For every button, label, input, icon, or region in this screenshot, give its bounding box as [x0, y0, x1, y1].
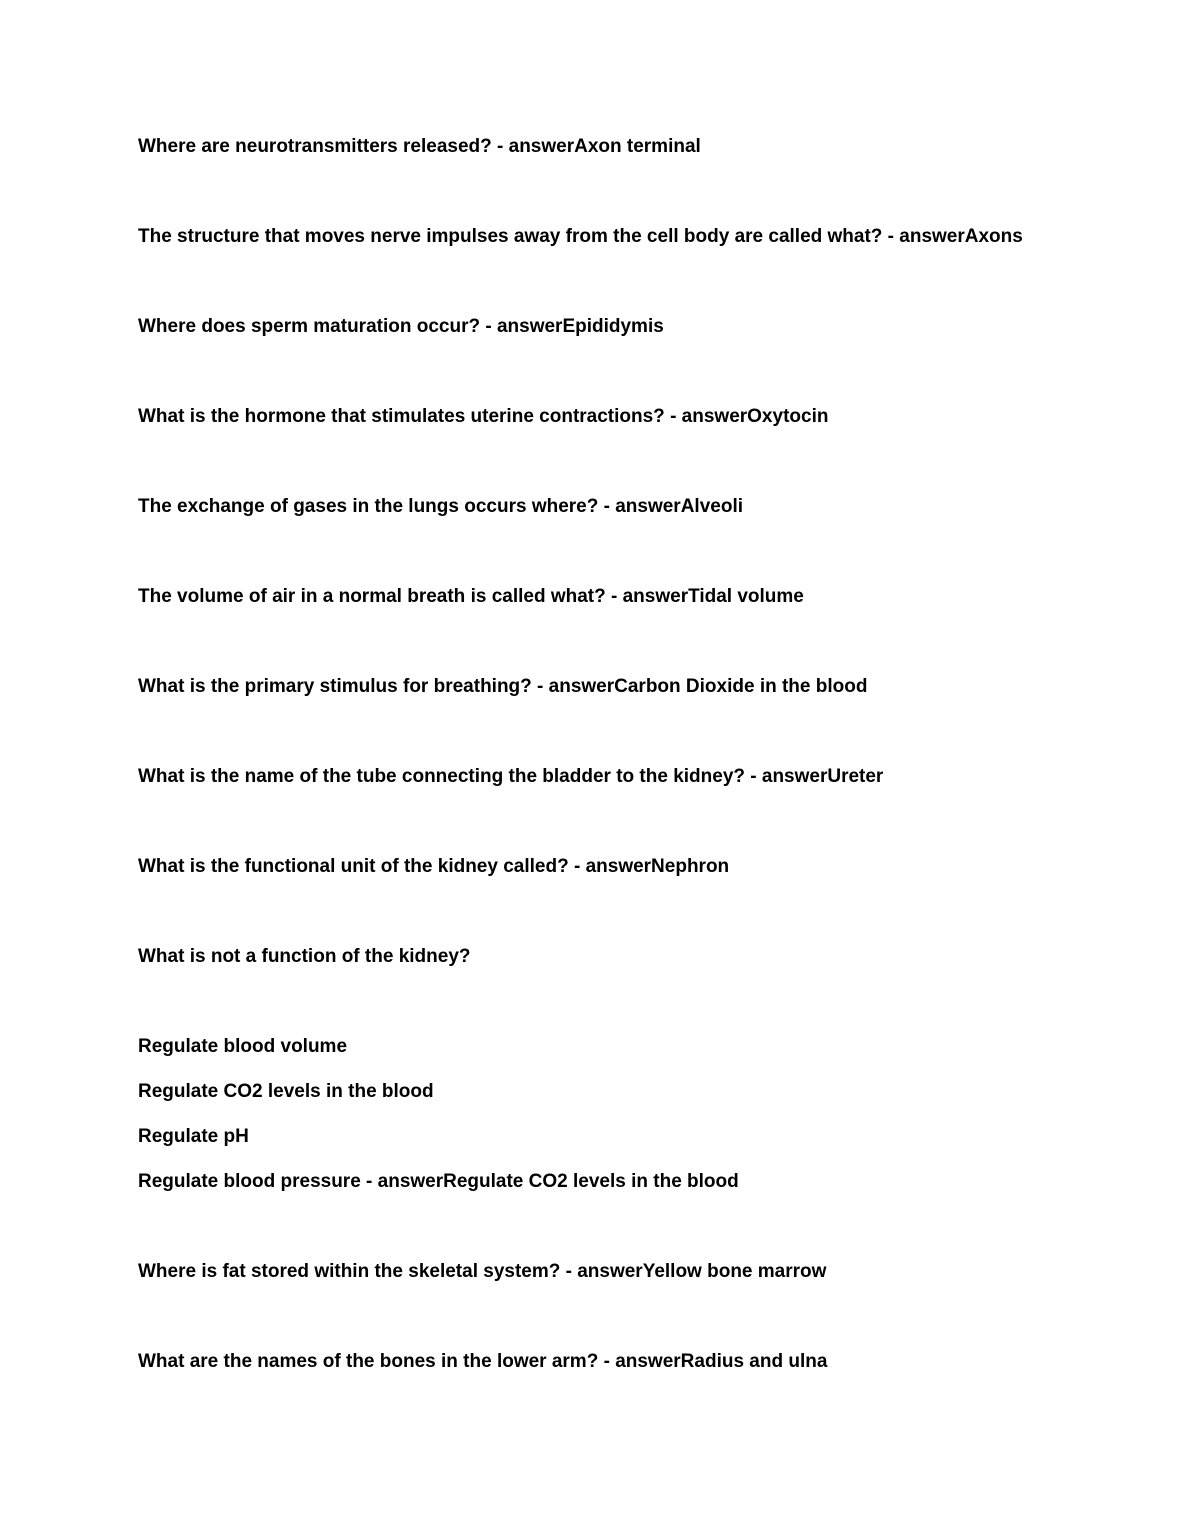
qa-paragraph: What is the primary stimulus for breathing? - answerCarbon Dioxide in the blood [138, 676, 868, 697]
qa-paragraph: What is the functional unit of the kidney called? - answerNephron [138, 856, 730, 877]
qa-paragraph: What are the names of the bones in the lower arm? - answerRadius and ulna [138, 1351, 828, 1372]
answer-option-line: Regulate CO2 levels in the blood [138, 1081, 434, 1102]
qa-paragraph: What is the name of the tube connecting the bladder to the kidney? - answerUreter [138, 766, 884, 787]
qa-paragraph: Regulate blood pressure - answerRegulate CO2 levels in the blood [138, 1171, 739, 1192]
answer-option-line: Regulate blood volume [138, 1036, 348, 1057]
qa-paragraph: The exchange of gases in the lungs occurs where? - answerAlveoli [138, 496, 744, 517]
qa-paragraph: The structure that moves nerve impulses away from the cell body are called what? - answerAxons [138, 226, 1023, 247]
qa-paragraph: Where are neurotransmitters released? - answerAxon terminal [138, 136, 701, 157]
answer-option-line: Regulate pH [138, 1126, 249, 1147]
qa-paragraph: Where is fat stored within the skeletal system? - answerYellow bone marrow [138, 1261, 827, 1282]
qa-paragraph: What is the hormone that stimulates uterine contractions? - answerOxytocin [138, 406, 829, 427]
qa-paragraph: The volume of air in a normal breath is called what? - answerTidal volume [138, 586, 804, 607]
qa-paragraph: Where does sperm maturation occur? - answerEpididymis [138, 316, 664, 337]
qa-paragraph: What is not a function of the kidney? [138, 946, 471, 967]
